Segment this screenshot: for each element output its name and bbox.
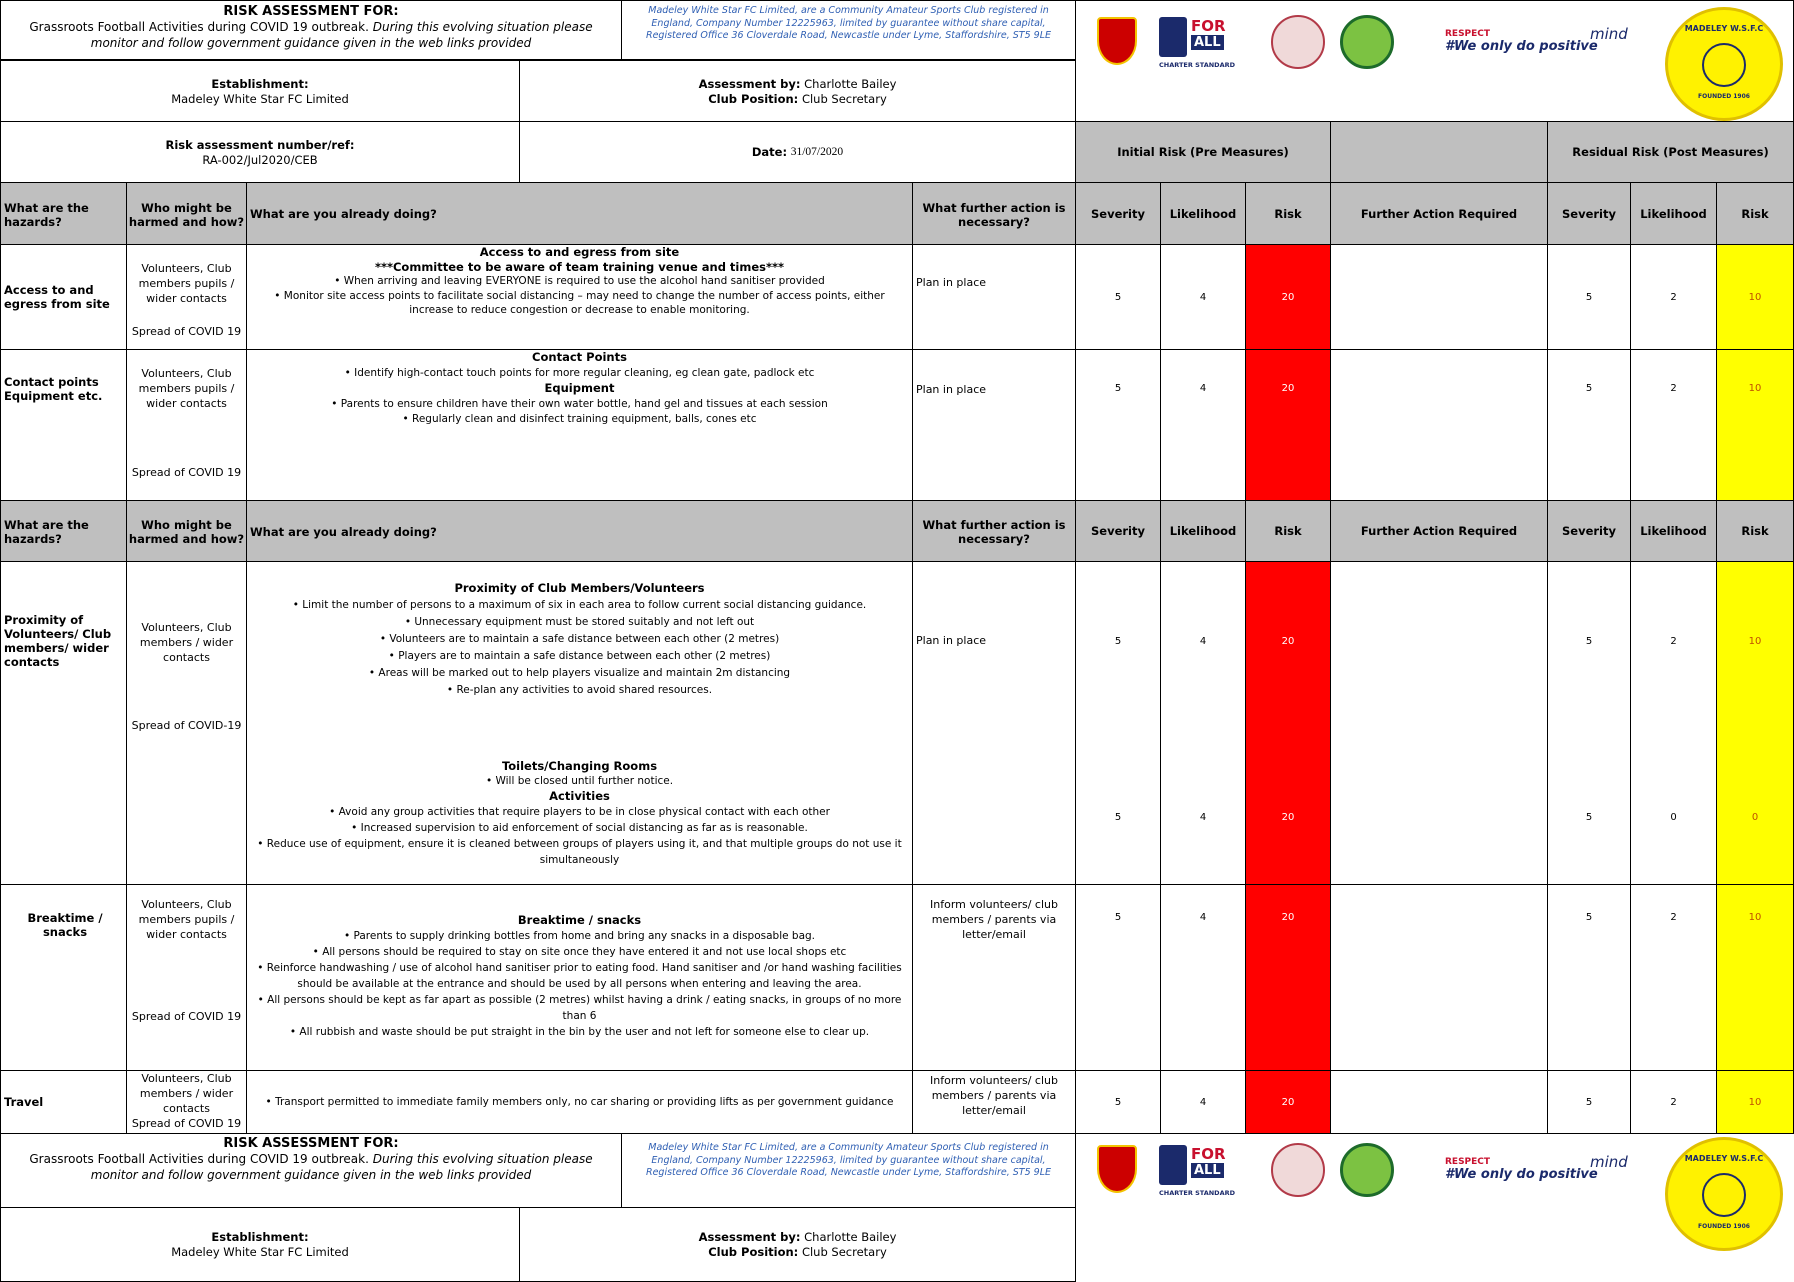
spread-text: Spread of COVID-19 [131, 719, 242, 732]
doing-item: • When arriving and leaving EVERYONE is required to use the alcohol hand sanitiser provided [334, 275, 825, 287]
club-position-value: Club Secretary [801, 1245, 887, 1259]
col-residual-likelihood: Likelihood [1630, 182, 1717, 245]
who-text: Volunteers, Club members / wider contacts [139, 1072, 234, 1115]
subtitle-plain: Grassroots Football Activities during COVID 19 outbreak. [29, 20, 369, 34]
col-severity-2: Severity [1075, 500, 1161, 562]
who-proximity [126, 561, 247, 885]
founded-text: FOUNDED 1906 [1698, 93, 1750, 100]
doing-item: • Re-plan any activities to avoid shared resources. [446, 684, 713, 696]
residual-likelihood-proximity [1630, 561, 1717, 885]
respect-text: RESPECT [1445, 1157, 1491, 1167]
further-contact: Plan in place [912, 349, 1076, 501]
establishment-value: Madeley White Star FC Limited [171, 1245, 349, 1259]
club-position-label: Club Position: [708, 92, 799, 106]
col-residual-risk-2: Risk [1716, 500, 1794, 562]
ref-label: Risk assessment number/ref: [165, 138, 355, 152]
doing-heading: Access to and egress from site [479, 245, 680, 259]
doing-item: • Identify high-contact touch points for more regular cleaning, eg clean gate, padlock etc [344, 366, 815, 379]
doing-heading: Activities [549, 789, 610, 803]
lik-value: 4 [1199, 636, 1207, 647]
ref-value: RA-002/Jul2020/CEB [202, 153, 318, 167]
staffs-league-badge-icon [1271, 15, 1325, 69]
doing-item: • Limit the number of persons to a maximum of six in each area to follow current social distancing guidance. [292, 599, 867, 611]
risk-travel: 20 [1245, 1070, 1331, 1134]
madeley-text: MADELEY W.S.F.C [1684, 24, 1764, 33]
residual-severity-travel: 5 [1547, 1070, 1631, 1134]
establishment-box [0, 60, 520, 122]
company-note-2: Madeley White Star FC Limited, are a Community Amateur Sports Club registered in England, Company Number 12225963, limited by guarantee without share capital, Registered Office 36 Cloverdale Road, Newcastle under Lyme, Staffordshire, ST5 9LE [621, 1133, 1076, 1208]
fa-charter: CHARTER STANDARD [1159, 61, 1236, 69]
doing-heading: Contact Points [532, 350, 627, 364]
header-subtitle [1, 1151, 621, 1183]
doing-item: • Areas will be marked out to help players visualize and maintain 2m distancing [368, 667, 791, 679]
doing-item: • Players are to maintain a safe distance between each other (2 metres) [388, 650, 771, 662]
establishment-label: Establishment: [211, 77, 309, 91]
residual-risk-travel: 10 [1716, 1070, 1794, 1134]
positive-text: #We only do positive [1445, 1167, 1598, 1182]
further-required-travel [1330, 1070, 1548, 1134]
rlik-value: 0 [1670, 812, 1677, 823]
date-box [519, 121, 1076, 183]
residual-likelihood-contact: 2 [1630, 349, 1717, 501]
date-label: Date: [751, 145, 788, 159]
col-risk: Risk [1245, 182, 1331, 245]
hazard-contact: Contact points Equipment etc. [0, 349, 127, 501]
assessed-by-label: Assessment by: [698, 1230, 801, 1244]
doing-item: • Reinforce handwashing / use of alcohol hand sanitiser prior to eating food. Hand sanitiser and /or hand washing facilities should be available at the entrance and should be used by all persons when entering and leaving the area. [257, 962, 902, 990]
doing-heading: Breaktime / snacks [517, 913, 642, 927]
logos-strip-2 [1075, 1133, 1794, 1282]
positive-text: #We only do positive [1445, 39, 1598, 54]
col-who-2: Who might be harmed and how? [126, 500, 247, 562]
hazard-access: Access to and egress from site [0, 244, 127, 350]
club-position-value: Club Secretary [801, 92, 887, 106]
further-travel: Inform volunteers/ club members / parents via letter/email [912, 1070, 1076, 1134]
risk-value: 20 [1281, 812, 1295, 823]
header-subtitle [1, 19, 621, 51]
risk-contact: 20 [1245, 349, 1331, 501]
rsev-value: 5 [1585, 812, 1593, 823]
doing-item: • All persons should be required to stay on site once they have entered it and not use local shops etc [312, 946, 847, 958]
residual-likelihood-breaktime: 2 [1630, 884, 1717, 1071]
date-value: 31/07/2020 [790, 146, 844, 158]
doing-access [246, 244, 913, 350]
doing-breaktime [246, 884, 913, 1071]
respect-logo [1445, 29, 1598, 69]
madeley-text: MADELEY W.S.F.C [1684, 1154, 1764, 1163]
fa-for: FOR [1191, 17, 1226, 35]
col-who: Who might be harmed and how? [126, 182, 247, 245]
header-title: RISK ASSESSMENT FOR: [223, 4, 399, 19]
doing-item: • Will be closed until further notice. [485, 775, 674, 787]
respect-logo [1445, 1157, 1598, 1197]
madeley-wsfc-badge-icon [1665, 7, 1783, 121]
assessed-by-label: Assessment by: [698, 77, 801, 91]
col-likelihood-2: Likelihood [1160, 500, 1246, 562]
doing-item: • All rubbish and waste should be put straight in the bin by the user and not left for someone else to clear up. [289, 1026, 870, 1038]
madeley-wsfc-badge-icon [1665, 1137, 1783, 1251]
spread-text: Spread of COVID 19 [131, 1010, 242, 1023]
residual-risk-proximity [1716, 561, 1794, 885]
doing-item: • All persons should be kept as far apart as possible (2 metres) whilst having a drink / eating snacks, in groups of no more than 6 [257, 994, 902, 1022]
assessed-by-box-2 [519, 1207, 1076, 1282]
hazard-breaktime: Breaktime / snacks [0, 884, 127, 1071]
risk-value: 20 [1281, 636, 1295, 647]
doing-item: • Avoid any group activities that require players to be in close physical contact with each other [329, 806, 830, 818]
doing-heading: ***Committee to be aware of team training venue and times*** [374, 259, 785, 274]
doing-item: • Parents to supply drinking bottles from home and bring any snacks in a disposable bag. [343, 930, 816, 942]
residual-risk-access: 10 [1716, 244, 1794, 350]
further-access: Plan in place [912, 244, 1076, 350]
green-club-badge-icon [1340, 1143, 1394, 1197]
col-further-required-2: Further Action Required [1330, 500, 1548, 562]
doing-item: • Volunteers are to maintain a safe distance between each other (2 metres) [379, 633, 780, 645]
likelihood-access: 4 [1160, 244, 1246, 350]
respect-text: RESPECT [1445, 29, 1491, 39]
rrisk-value: 10 [1748, 636, 1762, 647]
col-residual-likelihood-2: Likelihood [1630, 500, 1717, 562]
who-travel [126, 1070, 247, 1134]
who-text: Volunteers, Club members pupils / wider contacts [138, 262, 235, 305]
company-note: Madeley White Star FC Limited, are a Community Amateur Sports Club registered in England, Company Number 12225963, limited by guarantee without share capital, Registered Office 36 Cloverdale Road, Newcastle under Lyme, Staffordshire, ST5 9LE [621, 0, 1076, 60]
hazard-proximity: Proximity of Volunteers/ Club members/ wider contacts [0, 561, 127, 885]
doing-item: • Monitor site access points to facilitate social distancing – may need to change the number of access points, either increase to reduce congestion or decrease to enable monitoring. [274, 289, 885, 316]
rlik-value: 2 [1670, 636, 1677, 647]
header-title: RISK ASSESSMENT FOR: [223, 1136, 399, 1151]
subtitle-plain: Grassroots Football Activities during COVID 19 outbreak. [29, 1152, 369, 1166]
sev-value: 5 [1114, 636, 1122, 647]
residual-risk-header: Residual Risk (Post Measures) [1547, 121, 1794, 183]
likelihood-travel: 4 [1160, 1070, 1246, 1134]
doing-item: • Regularly clean and disinfect training equipment, balls, cones etc [402, 413, 757, 425]
header-title-box [0, 0, 622, 60]
who-text: Volunteers, Club members pupils / wider contacts [138, 367, 235, 410]
likelihood-proximity [1160, 561, 1246, 885]
logos-strip [1075, 0, 1794, 122]
fa-for-all-icon [1159, 1145, 1236, 1197]
doing-item: • Increased supervision to aid enforcement of social distancing as far as is reasonable. [351, 822, 808, 834]
col-likelihood: Likelihood [1160, 182, 1246, 245]
doing-heading: Equipment [544, 381, 615, 395]
who-breaktime [126, 884, 247, 1071]
rsev-value: 5 [1585, 636, 1593, 647]
likelihood-contact: 4 [1160, 349, 1246, 501]
assessed-by-value: Charlotte Bailey [804, 1230, 897, 1244]
risk-breaktime: 20 [1245, 884, 1331, 1071]
who-contact [126, 349, 247, 501]
residual-severity-breaktime: 5 [1547, 884, 1631, 1071]
establishment-label: Establishment: [211, 1230, 309, 1244]
sev-value: 5 [1114, 812, 1122, 823]
mind-logo: mind [1590, 25, 1628, 43]
severity-proximity [1075, 561, 1161, 885]
founded-text: FOUNDED 1906 [1698, 1223, 1750, 1230]
spread-text: Spread of COVID 19 [131, 325, 242, 338]
lik-value: 4 [1199, 812, 1207, 823]
col-residual-risk: Risk [1716, 182, 1794, 245]
further-required-contact [1330, 349, 1548, 501]
club-position-label: Club Position: [708, 1245, 799, 1259]
residual-risk-breaktime: 10 [1716, 884, 1794, 1071]
assessed-by-value: Charlotte Bailey [804, 77, 897, 91]
likelihood-breaktime: 4 [1160, 884, 1246, 1071]
header-title-box-2 [0, 1133, 622, 1208]
col-risk-2: Risk [1245, 500, 1331, 562]
doing-travel: • Transport permitted to immediate family members only, no car sharing or providing lifts as per government guidance [246, 1070, 913, 1134]
severity-access: 5 [1075, 244, 1161, 350]
hazard-travel: Travel [0, 1070, 127, 1134]
who-text: Volunteers, Club members pupils / wider contacts [138, 898, 235, 941]
further-required-access [1330, 244, 1548, 350]
further-required-breaktime [1330, 884, 1548, 1071]
staffs-fa-crest-icon [1097, 17, 1137, 65]
establishment-box-2 [0, 1207, 520, 1282]
residual-likelihood-travel: 2 [1630, 1070, 1717, 1134]
col-further-2: What further action is necessary? [912, 500, 1076, 562]
residual-severity-access: 5 [1547, 244, 1631, 350]
doing-item: • Unnecessary equipment must be stored suitably and not left out [404, 616, 755, 628]
subtitle-italic: During this evolving situation please monitor and follow government guidance given in the web links provided [90, 20, 593, 50]
doing-item: • Reduce use of equipment, ensure it is cleaned between groups of players using it, and that multiple groups do not use it simultaneously [257, 838, 902, 866]
further-blank-header [1330, 121, 1548, 183]
col-hazard: What are the hazards? [0, 182, 127, 245]
subtitle-italic: During this evolving situation please monitor and follow government guidance given in the web links provided [90, 1152, 593, 1182]
fa-for-all-icon [1159, 17, 1236, 69]
who-text: Volunteers, Club members / wider contacts [139, 621, 234, 664]
staffs-fa-crest-icon [1097, 1145, 1137, 1193]
doing-heading: Proximity of Club Members/Volunteers [454, 581, 705, 595]
residual-severity-proximity [1547, 561, 1631, 885]
further-breaktime: Inform volunteers/ club members / parents via letter/email [912, 884, 1076, 1071]
col-doing-2: What are you already doing? [246, 500, 913, 562]
fa-all: ALL [1191, 35, 1224, 50]
establishment-value: Madeley White Star FC Limited [171, 92, 349, 106]
fa-all: ALL [1191, 1163, 1224, 1178]
col-residual-severity-2: Severity [1547, 500, 1631, 562]
risk-proximity [1245, 561, 1331, 885]
col-residual-severity: Severity [1547, 182, 1631, 245]
col-further-required: Further Action Required [1330, 182, 1548, 245]
residual-severity-contact: 5 [1547, 349, 1631, 501]
residual-risk-contact: 10 [1716, 349, 1794, 501]
further-required-proximity [1330, 561, 1548, 885]
severity-contact: 5 [1075, 349, 1161, 501]
initial-risk-header: Initial Risk (Pre Measures) [1075, 121, 1331, 183]
risk-access: 20 [1245, 244, 1331, 350]
col-severity: Severity [1075, 182, 1161, 245]
assessed-by-box [519, 60, 1076, 122]
col-doing: What are you already doing? [246, 182, 913, 245]
spread-text: Spread of COVID 19 [131, 1117, 242, 1130]
fa-for: FOR [1191, 1145, 1226, 1163]
further-proximity: Plan in place [912, 561, 1076, 885]
who-access [126, 244, 247, 350]
spread-text: Spread of COVID 19 [131, 466, 242, 479]
green-club-badge-icon [1340, 15, 1394, 69]
fa-charter: CHARTER STANDARD [1159, 1189, 1236, 1197]
doing-proximity [246, 561, 913, 885]
ref-box [0, 121, 520, 183]
rrisk-value: 0 [1751, 812, 1759, 823]
severity-breaktime: 5 [1075, 884, 1161, 1071]
mind-logo: mind [1590, 1153, 1628, 1171]
col-hazard-2: What are the hazards? [0, 500, 127, 562]
staffs-league-badge-icon [1271, 1143, 1325, 1197]
doing-item: • Parents to ensure children have their own water bottle, hand gel and tissues at each session [331, 397, 828, 410]
col-further: What further action is necessary? [912, 182, 1076, 245]
residual-likelihood-access: 2 [1630, 244, 1717, 350]
doing-contact [246, 349, 913, 501]
severity-travel: 5 [1075, 1070, 1161, 1134]
doing-heading: Toilets/Changing Rooms [501, 759, 658, 773]
